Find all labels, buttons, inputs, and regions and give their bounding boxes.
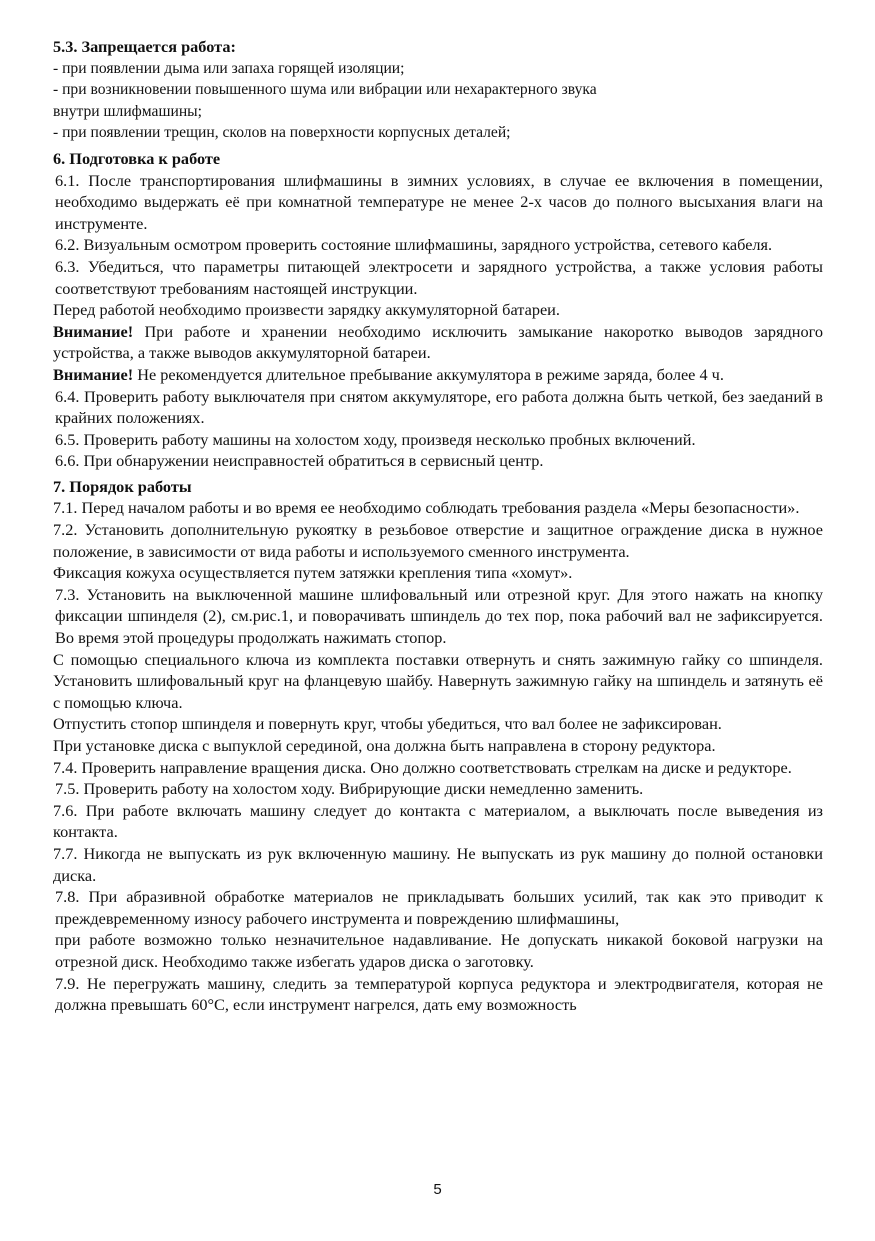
paragraph-7-3: 7.3. Установить на выключенной машине шлифовальный или отрезной круг. Для этого нажать на кнопку фиксации шпинделя (2), см.рис.1, и поворачивать шпиндель до тех пор, пока рабочий вал не зафиксируется. Во время этой процедуры продолжать нажимать стопор. — [55, 584, 823, 648]
section-heading-6: 6. Подготовка к работе — [53, 148, 221, 168]
paragraph-7-8: 7.8. При абразивной обработке материалов не прикладывать больших усилий, так как это приводит к преждевременному износу рабочего инструмента и повреждению шлифмашины, — [55, 887, 823, 928]
paragraph-7-9: 7.9. Не перегружать машину, следить за температурой корпуса редуктора и электродвигателя, которая не должна превышать 60°С, если инструмент нагрелся, дать ему возможность — [55, 973, 823, 1015]
paragraph-7-5: 7.5. Проверить работу на холостом ходу. Вибрирующие диски немедленно заменить. — [55, 779, 644, 799]
section-heading-5-3: 5.3. Запрещается работа: — [53, 37, 236, 56]
warning-label: Внимание! — [53, 321, 134, 341]
paragraph-7-3-d: При установке диска с выпуклой серединой, она должна быть направлена в сторону редуктора. — [53, 736, 716, 755]
section-heading-7: 7. Порядок работы — [53, 476, 192, 496]
paragraph-6-3: 6.3. Убедиться, что параметры питающей электросети и зарядного устройства, а также условия работы соответствуют требованиям настоящей инструкции. — [55, 256, 823, 298]
warning-text: Не рекомендуется длительное пребывание аккумулятора в режиме заряда, более 4 ч. — [133, 364, 724, 384]
paragraph-7-1: 7.1. Перед началом работы и во время ее необходимо соблюдать требования раздела «Меры безопасности». — [53, 498, 800, 518]
paragraph-7-3-b: С помощью специального ключа из комплекта поставки отвернуть и снять зажимную гайку со шпинделя. Установить шлифовальный круг на фланцевую шайбу. Навернуть зажимную гайку на шпиндель и затянуть её с помощью ключа. — [53, 649, 823, 712]
list-item: - при появлении трещин, сколов на поверхности корпусных деталей; — [53, 124, 511, 142]
paragraph-6-2: 6.2. Визуальным осмотром проверить состояние шлифмашины, зарядного устройства, сетевого кабеля. — [55, 235, 773, 255]
list-item: - при появлении дыма или запаха горящей изоляции; — [53, 59, 405, 77]
paragraph-6-3-note: Перед работой необходимо произвести зарядку аккумуляторной батареи. — [53, 300, 560, 320]
paragraph-6-4: 6.4. Проверить работу выключателя при снятом аккумуляторе, его работа должна быть четкой, без заеданий в крайних положениях. — [55, 386, 823, 428]
warning-text: При работе и хранении необходимо исключить замыкание накоротко выводов зарядного устройства, а также выводов аккумуляторной батареи. — [53, 321, 823, 363]
paragraph-7-2-note: Фиксация кожуха осуществляется путем затяжки крепления типа «хомут». — [53, 563, 573, 583]
paragraph-6-5: 6.5. Проверить работу машины на холостом ходу, произведя несколько пробных включений. — [55, 429, 696, 449]
paragraph-7-2: 7.2. Установить дополнительную рукоятку в резьбовое отверстие и защитное ограждение диска в нужное положение, в зависимости от вида работы и используемого сменного инструмента. — [53, 520, 823, 561]
prohibition-list — [53, 58, 823, 144]
list-item: - при возникновении повышенного шума или вибрации или нехарактерного звука — [53, 81, 597, 99]
warning-2 — [53, 364, 823, 386]
warning-label: Внимание! — [53, 364, 134, 384]
paragraph-7-8-b: при работе возможно только незначительное надавливание. Не допускать никакой боковой нагрузки на отрезной диск. Необходимо также избегать ударов диска о заготовку. — [55, 930, 823, 971]
document-page — [53, 36, 823, 1016]
page-number: 5 — [433, 1181, 442, 1198]
list-item: внутри шлифмашины; — [53, 102, 202, 120]
paragraph-7-7: 7.7. Никогда не выпускать из рук включенную машину. Не выпускать из рук машину до полной остановки диска. — [53, 843, 823, 885]
paragraph-7-6: 7.6. При работе включать машину следует до контакта с материалом, а выключать после выведения из контакта. — [53, 800, 823, 842]
paragraph-7-3-c: Отпустить стопор шпинделя и повернуть круг, чтобы убедиться, что вал более не зафиксирован. — [53, 714, 722, 734]
paragraph-6-6: 6.6. При обнаружении неисправностей обратиться в сервисный центр. — [55, 451, 544, 471]
paragraph-6-1: 6.1. После транспортирования шлифмашины в зимних условиях, в случае ее включения в помещении, необходимо выдержать её при комнатной температуре не менее 2-х часов до полного высыхания влаги на инструменте. — [55, 170, 823, 233]
paragraph-7-4: 7.4. Проверить направление вращения диска. Оно должно соответствовать стрелкам на диске и редукторе. — [53, 757, 792, 777]
warning-1 — [53, 321, 823, 364]
